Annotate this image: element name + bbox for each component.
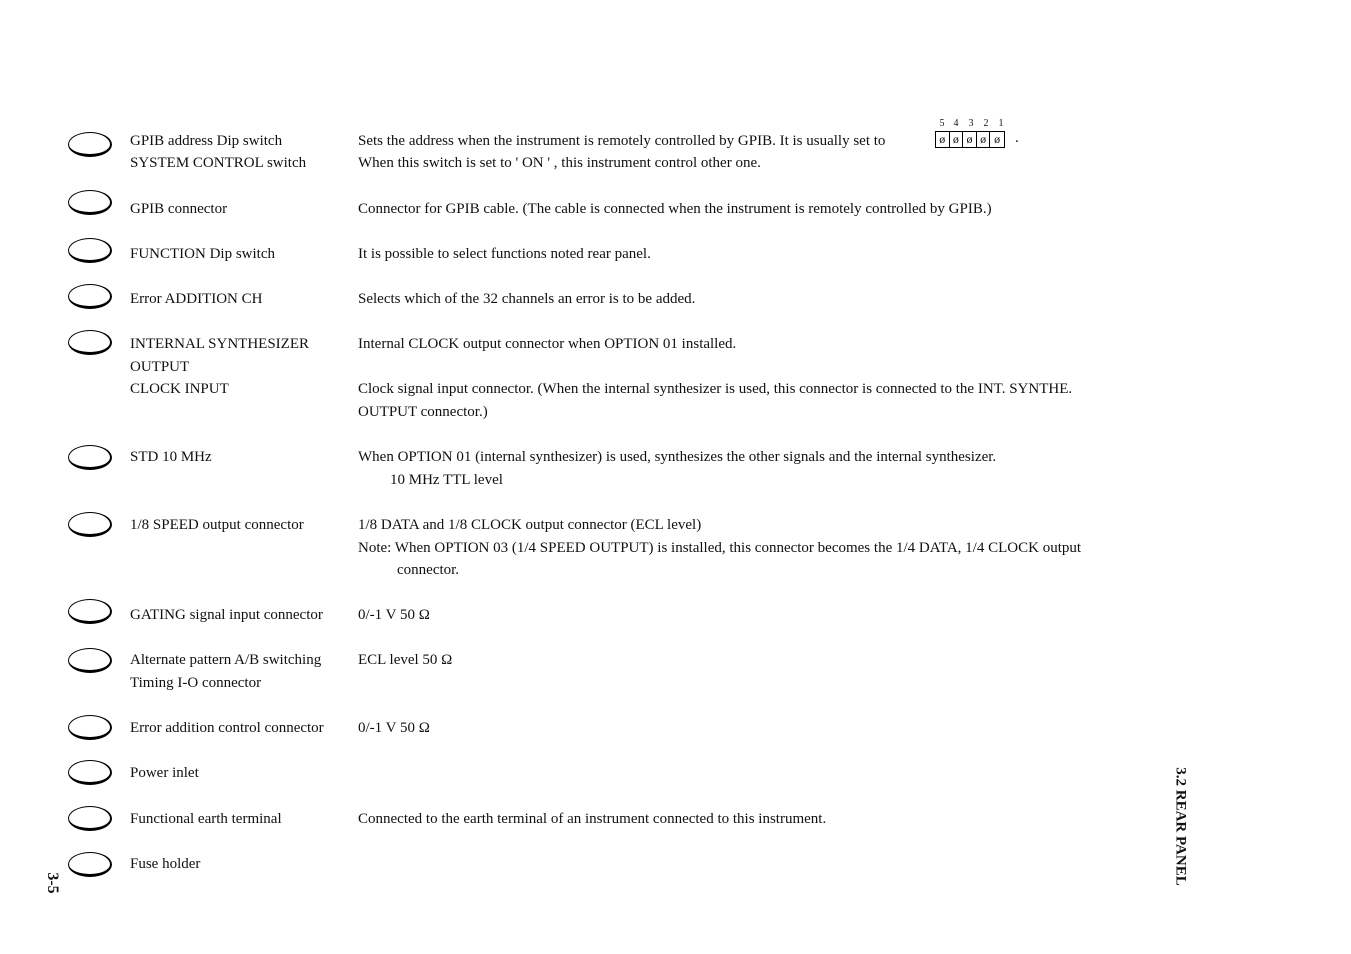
section-title: 3.2 REAR PANEL bbox=[1172, 767, 1189, 886]
item-marker-5 bbox=[68, 330, 112, 355]
dip-state: ø bbox=[950, 132, 964, 147]
item-label-fuse-holder: Fuse holder bbox=[130, 856, 201, 872]
item-label-gpib-address: GPIB address Dip switch bbox=[130, 133, 283, 149]
item-label-line: Timing I-O connector bbox=[130, 674, 262, 691]
dip-switch-numbers bbox=[935, 118, 1015, 130]
dip-state: ø bbox=[994, 132, 1001, 146]
item-desc-line: 10 MHz TTL level bbox=[390, 471, 503, 488]
item-label-line: INTERNAL SYNTHESIZER bbox=[130, 336, 310, 352]
item-marker-8 bbox=[68, 599, 112, 624]
item-label-system-control: SYSTEM CONTROL switch bbox=[130, 155, 307, 171]
item-desc-error-addition-control: 0/-1 V 50 Ω bbox=[358, 720, 430, 736]
item-marker-9 bbox=[68, 648, 112, 673]
item-desc-gating-input: 0/-1 V 50 Ω bbox=[358, 607, 430, 623]
item-label-line: Alternate pattern A/B switching bbox=[130, 652, 322, 668]
item-desc-functional-earth: Connected to the earth terminal of an instrument connected to this instrument. bbox=[358, 811, 827, 827]
dip-number: 1 bbox=[998, 118, 1004, 129]
item-desc-gpib-address: Sets the address when the instrument is remotely controlled by GPIB. It is usually set to bbox=[358, 133, 886, 149]
item-desc-system-control: When this switch is set to ' ON ' , this instrument control other one. bbox=[358, 155, 761, 171]
item-label-line: OUTPUT bbox=[130, 358, 190, 375]
item-label-gating-input: GATING signal input connector bbox=[130, 607, 323, 623]
item-marker-12 bbox=[68, 806, 112, 831]
item-desc-internal-synthesizer: Internal CLOCK output connector when OPTION 01 installed. bbox=[358, 336, 737, 352]
dip-switch-states bbox=[935, 131, 1005, 148]
item-label-speed-output: 1/8 SPEED output connector bbox=[130, 517, 304, 533]
item-label-function-dip: FUNCTION Dip switch bbox=[130, 246, 275, 262]
item-desc-alternate-pattern: ECL level 50 Ω bbox=[358, 652, 453, 668]
item-desc-gpib-connector: Connector for GPIB cable. (The cable is connected when the instrument is remotely controlled by GPIB.) bbox=[358, 201, 992, 217]
page-number: 3-5 bbox=[44, 872, 61, 894]
item-marker-2 bbox=[68, 190, 112, 215]
item-desc-std-10mhz bbox=[358, 446, 996, 491]
item-desc-error-addition-ch: Selects which of the 32 channels an error is to be added. bbox=[358, 291, 696, 307]
item-label-alternate-pattern bbox=[130, 649, 321, 694]
item-marker-10 bbox=[68, 715, 112, 740]
dip-state: ø bbox=[963, 132, 977, 147]
item-desc-function-dip: It is possible to select functions noted rear panel. bbox=[358, 246, 651, 262]
item-label-gpib-connector: GPIB connector bbox=[130, 201, 228, 217]
item-label-std-10mhz: STD 10 MHz bbox=[130, 449, 212, 465]
item-label-error-addition-ch: Error ADDITION CH bbox=[130, 291, 263, 307]
item-marker-1 bbox=[68, 132, 112, 157]
dip-number: 2 bbox=[983, 118, 989, 129]
item-label-functional-earth: Functional earth terminal bbox=[130, 811, 282, 827]
item-desc-speed-output bbox=[358, 514, 1081, 582]
item-desc-line: 1/8 DATA and 1/8 CLOCK output connector (ECL level) bbox=[358, 517, 702, 533]
item-desc-line: OUTPUT connector.) bbox=[358, 403, 488, 420]
item-desc-clock-input bbox=[358, 378, 1072, 423]
item-marker-11 bbox=[68, 760, 112, 785]
dip-state: ø bbox=[977, 132, 991, 147]
dip-period: . bbox=[1015, 130, 1019, 146]
dip-state: ø bbox=[936, 132, 950, 147]
dip-number: 3 bbox=[968, 118, 974, 129]
item-desc-line: Note: When OPTION 03 (1/4 SPEED OUTPUT) is installed, this connector becomes the 1/4 DATA, 1/4 CLOCK output bbox=[358, 539, 1082, 556]
dip-number: 4 bbox=[953, 118, 959, 129]
item-marker-7 bbox=[68, 512, 112, 537]
item-marker-6 bbox=[68, 445, 112, 470]
item-label-clock-input: CLOCK INPUT bbox=[130, 381, 229, 397]
item-label-internal-synthesizer bbox=[130, 333, 309, 378]
item-label-power-inlet: Power inlet bbox=[130, 765, 199, 781]
dip-number: 5 bbox=[939, 118, 945, 129]
item-desc-line: When OPTION 01 (internal synthesizer) is used, synthesizes the other signals and the internal synthesizer. bbox=[358, 449, 997, 465]
item-marker-4 bbox=[68, 284, 112, 309]
item-marker-13 bbox=[68, 852, 112, 877]
item-desc-line: Clock signal input connector. (When the internal synthesizer is used, this connector is connected to the INT. SYNTHE. bbox=[358, 381, 1073, 397]
item-marker-3 bbox=[68, 238, 112, 263]
item-desc-line: connector. bbox=[397, 562, 460, 578]
item-label-error-addition-control: Error addition control connector bbox=[130, 720, 324, 736]
